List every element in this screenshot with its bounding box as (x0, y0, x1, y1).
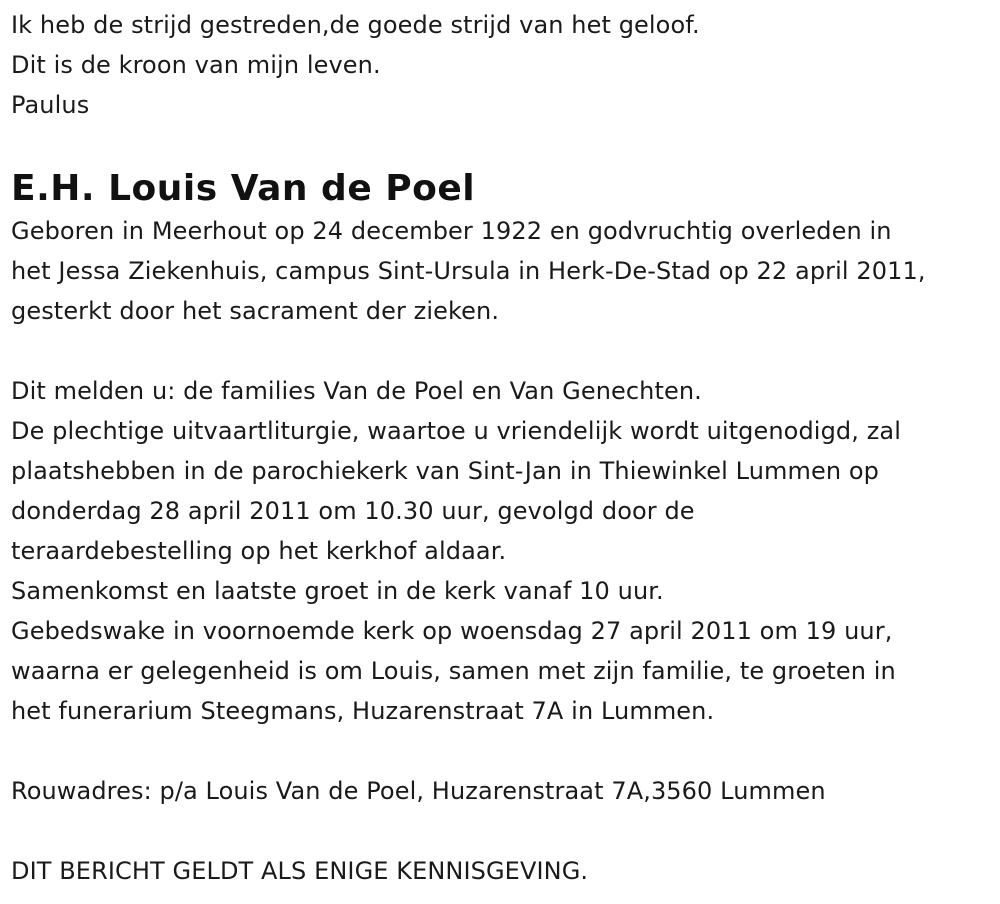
paragraph-line: gesterkt door het sacrament der zieken. (11, 297, 500, 325)
closing-notice: DIT BERICHT GELDT ALS ENIGE KENNISGEVING. (11, 857, 589, 885)
paragraph-line: Geboren in Meerhout op 24 december 1922 en godvruchtig overleden in (11, 217, 892, 245)
epigraph-author: Paulus (11, 91, 90, 119)
spacer (11, 731, 1000, 771)
paragraph-line: teraardebestelling op het kerkhof aldaar. (11, 537, 507, 565)
paragraph-line: Samenkomst en laatste groet in de kerk vanaf 10 uur. (11, 577, 664, 605)
paragraph-line: plaatshebben in de parochiekerk van Sint-Jan in Thiewinkel Lummen op (11, 457, 879, 485)
deceased-name: E.H. Louis Van de Poel (11, 168, 476, 209)
paragraph-line: De plechtige uitvaartliturgie, waartoe u vriendelijk wordt uitgenodigd, zal (11, 417, 901, 445)
announcement-paragraph (11, 371, 1000, 731)
paragraph-line: het funerarium Steegmans, Huzarenstraat 7A in Lummen. (11, 697, 715, 725)
spacer (11, 811, 1000, 851)
birth-death-paragraph (11, 211, 1000, 331)
epigraph-line: Ik heb de strijd gestreden,de goede strijd van het geloof. (11, 11, 700, 39)
paragraph-line: Dit melden u: de families Van de Poel en Van Genechten. (11, 377, 702, 405)
epigraph (11, 5, 1000, 125)
epigraph-line: Dit is de kroon van mijn leven. (11, 51, 381, 79)
paragraph-line: het Jessa Ziekenhuis, campus Sint-Ursula in Herk-De-Stad op 22 april 2011, (11, 257, 926, 285)
mourning-address: Rouwadres: p/a Louis Van de Poel, Huzarenstraat 7A,3560 Lummen (11, 777, 826, 805)
paragraph-line: Gebedswake in voornoemde kerk op woensdag 27 april 2011 om 19 uur, (11, 617, 893, 645)
paragraph-line: waarna er gelegenheid is om Louis, samen met zijn familie, te groeten in (11, 657, 896, 685)
paragraph-line: donderdag 28 april 2011 om 10.30 uur, gevolgd door de (11, 497, 695, 525)
spacer (11, 331, 1000, 371)
